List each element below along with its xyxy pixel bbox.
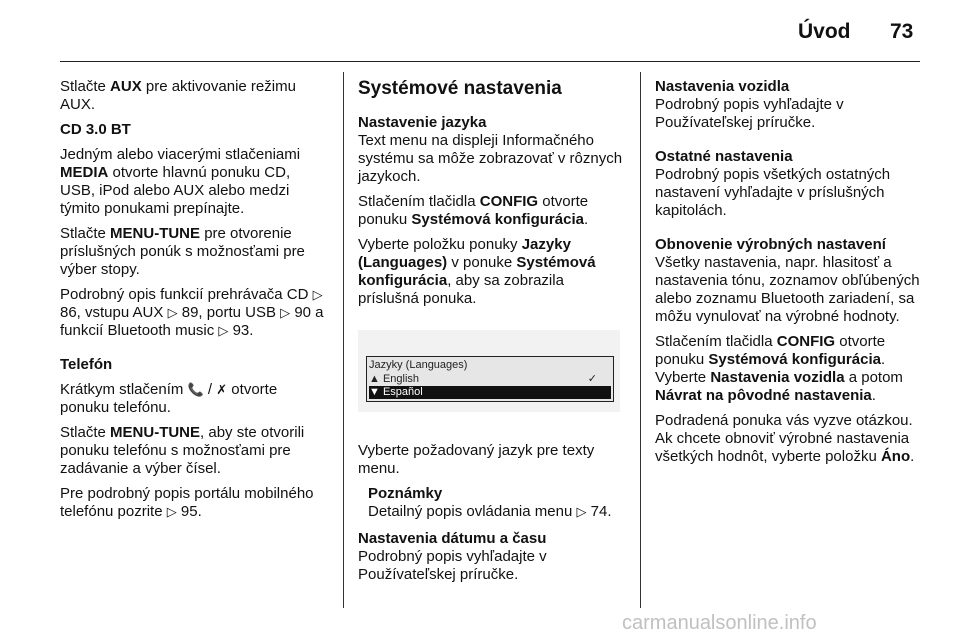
- reset-config-paragraph: Stlačením tlačidla CONFIG otvorte ponuku Systémová konfigurácia. Vyberte Nastavenia vozidla a potom Návrat na pôvodné nastavenia.: [655, 333, 903, 404]
- aux-paragraph: Stlačte AUX pre aktivovanie režimu AUX.: [60, 78, 296, 113]
- watermark: carmanualsonline.info: [622, 612, 817, 634]
- header-divider: [60, 61, 920, 62]
- phone-icon: 📞: [187, 382, 204, 397]
- arrow-up-icon: ▲: [369, 373, 380, 385]
- date-heading: Nastavenia dátumu a času: [358, 530, 547, 547]
- column-divider-1: [343, 72, 344, 608]
- media-paragraph: Jedným alebo viacerými stlačeniami MEDIA otvorte hlavnú ponuku CD, USB, iPod alebo AUX alebo medzi týmito ponukami prepínajte.: [60, 146, 301, 217]
- phone-open-paragraph: Krátkym stlačením 📞 / ✗ otvorte ponuku telefónu.: [60, 381, 278, 416]
- language-display-image: [358, 330, 620, 412]
- page-number: 73: [890, 20, 914, 43]
- vehicle-text: Podrobný popis vyhľadajte v Používateľskej príručke.: [655, 96, 844, 131]
- other-heading: Ostatné nastavenia: [655, 148, 793, 165]
- phone-heading: Telefón: [60, 356, 113, 373]
- reset-text: Všetky nastavenia, napr. hlasitosť a nastavenia tónu, zoznamov obľúbených alebo zoznamu Bluetooth zariadení, sa môžu vynulovať na výrobné hodnoty.: [655, 254, 920, 325]
- cd-heading: CD 3.0 BT: [60, 121, 131, 138]
- page-ref-icon: ▷: [218, 323, 229, 338]
- config-paragraph: Stlačením tlačidla CONFIG otvorte ponuku Systémová konfigurácia.: [358, 193, 589, 228]
- note-block: [368, 485, 626, 521]
- select-paragraph: Vyberte položku ponuky Jazyky (Languages) v ponuke Systémová konfigurácia, aby sa zobrazila príslušná ponuka.: [358, 236, 596, 307]
- page-ref-icon: ▷: [312, 287, 323, 302]
- page-ref-icon: ▷: [280, 305, 291, 320]
- page-ref-icon: ▷: [576, 504, 587, 519]
- page-ref-icon: ▷: [167, 305, 178, 320]
- column-1: [60, 78, 328, 528]
- confirm-paragraph: Podradená ponuka vás vyzve otázkou. Ak chcete obnoviť výrobné nastavenia všetkých hodnôt, vyberte položku Áno.: [655, 412, 915, 465]
- phone-portal-paragraph: Pre podrobný popis portálu mobilného telefónu pozrite ▷ 95.: [60, 485, 314, 520]
- section-heading: Systémové nastavenia: [358, 78, 562, 99]
- note-text: Detailný popis ovládania menu ▷ 74.: [368, 503, 612, 520]
- reset-heading: Obnovenie výrobných nastavení: [655, 236, 886, 253]
- note-heading: Poznámky: [368, 485, 443, 502]
- display-item-english: ▲ English ✓: [369, 373, 597, 385]
- display-title: Jazyky (Languages): [369, 359, 468, 371]
- display-screen: [366, 356, 614, 402]
- check-icon: ✓: [587, 373, 597, 385]
- language-text: Text menu na displeji Informačného systému sa môže zobrazovať v rôznych jazykoch.: [358, 132, 623, 185]
- column-divider-2: [640, 72, 641, 608]
- other-text: Podrobný popis všetkých ostatných nastavení vyhľadajte v príslušných kapitolách.: [655, 166, 891, 219]
- display-item-espanol: ▼ Español: [369, 386, 611, 399]
- choose-language-text: Vyberte požadovaný jazyk pre texty menu.: [358, 442, 595, 477]
- column-3: [655, 78, 925, 473]
- mute-icon: ✗: [216, 382, 228, 397]
- language-heading: Nastavenie jazyka: [358, 114, 487, 131]
- header-title: Úvod: [798, 20, 851, 43]
- date-text: Podrobný popis vyhľadajte v Používateľskej príručke.: [358, 548, 547, 583]
- vehicle-heading: Nastavenia vozidla: [655, 78, 790, 95]
- column-2: [358, 78, 626, 591]
- player-description: Podrobný opis funkcií prehrávača CD ▷ 86, vstupu AUX ▷ 89, portu USB ▷ 90 a funkcií Bluetooth music ▷ 93.: [60, 286, 324, 339]
- menu-tune-paragraph: Stlačte MENU-TUNE pre otvorenie príslušných ponúk s možnosťami pre výber stopy.: [60, 225, 305, 278]
- phone-menu-paragraph: Stlačte MENU-TUNE, aby ste otvorili ponuku telefónu s možnosťami pre zadávanie a výber čísel.: [60, 424, 305, 477]
- arrow-down-icon: ▼: [369, 386, 380, 398]
- page-ref-icon: ▷: [166, 504, 177, 519]
